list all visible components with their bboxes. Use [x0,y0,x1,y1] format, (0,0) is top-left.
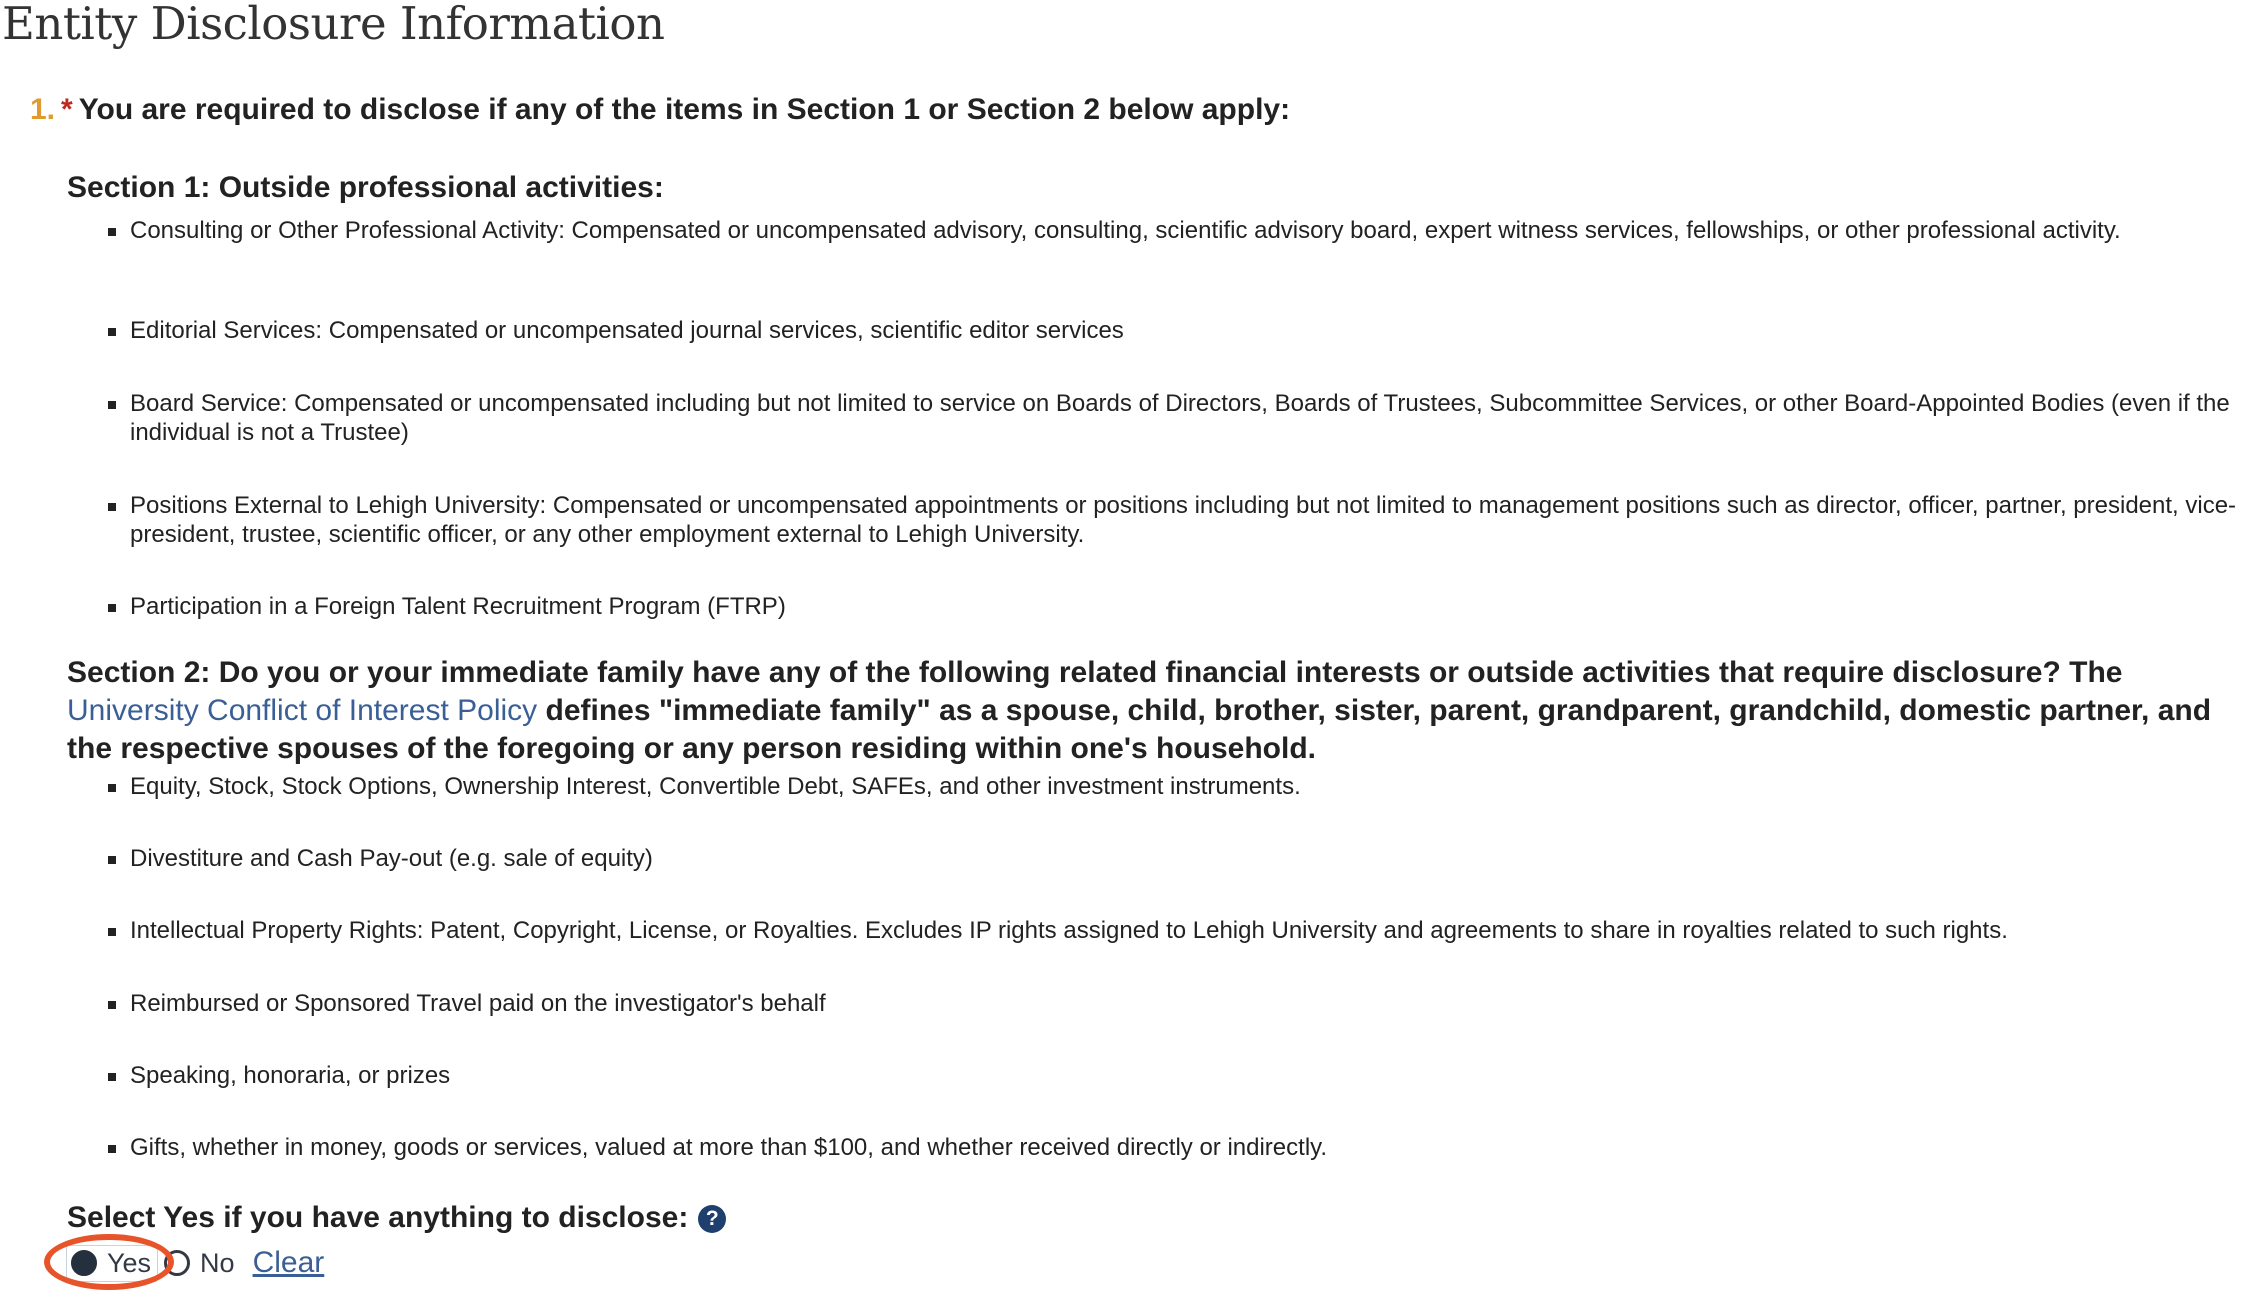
section1-item-text: Board Service: Compensated or uncompensated including but not limited to service on Boards of Directors, Boards of Trustees, Subcommittee Services, or other Board-Appointed Bodies (even if the individual is not a Trustee) [130,390,2230,446]
section1-item [108,389,2248,447]
section1-item-text: Consulting or Other Professional Activity: Compensated or uncompensated advisory, consulting, scientific advisory board, expert witness services, fellowships, or other professional activity. [130,217,2121,244]
section2-item [108,989,2248,1018]
square-bullet-icon [108,503,116,511]
section1-item [108,491,2248,549]
section1-item [108,592,2248,621]
radio-checked-icon[interactable] [71,1250,97,1276]
section1-item-text: Participation in a Foreign Talent Recruitment Program (FTRP) [130,593,786,620]
section2-item-text: Reimbursed or Sponsored Travel paid on the investigator's behalf [130,990,826,1017]
section2-heading [67,654,2247,768]
square-bullet-icon [108,328,116,336]
square-bullet-icon [108,1001,116,1009]
section2-item-text: Equity, Stock, Stock Options, Ownership Interest, Convertible Debt, SAFEs, and other investment instruments. [130,773,1301,800]
section1-item-text: Positions External to Lehigh University: Compensated or uncompensated appointments or positions including but not limited to management positions such as director, officer, partner, president, vice-president, trustee, scientific officer, or any other employment external to Lehigh University. [130,492,2237,548]
section1-heading: Section 1: Outside professional activities: [67,171,664,204]
radio-yes-label[interactable]: Yes [107,1247,152,1278]
square-bullet-icon [108,928,116,936]
question-circle-icon[interactable]: ? [698,1205,726,1233]
section2-item [108,772,2248,801]
disclose-radio-group [66,1244,324,1282]
question-text: You are required to disclose if any of the items in Section 1 or Section 2 below apply: [78,93,1291,126]
radio-no-label[interactable]: No [200,1247,235,1278]
disclose-label: Select Yes if you have anything to disclose: [67,1201,689,1234]
section2-item [108,1133,2248,1162]
square-bullet-icon [108,401,116,409]
conflict-of-interest-policy-link[interactable]: University Conflict of Interest Policy [67,694,538,727]
required-marker: * [61,93,73,126]
section2-item-text: Divestiture and Cash Pay-out (e.g. sale of equity) [130,845,653,872]
square-bullet-icon [108,856,116,864]
section1-item [108,316,2248,345]
section2-heading-text-cont: defines "immediate family" as a spouse, child, brother, sister, parent, grandparent, grandchild, domestic partner, and the respective spouses of the foregoing or any person residing within one's household. [67,694,2212,765]
section2-item [108,1061,2248,1090]
square-bullet-icon [108,604,116,612]
section2-item [108,916,2248,945]
square-bullet-icon [108,228,116,236]
square-bullet-icon [108,784,116,792]
section1-item-text: Editorial Services: Compensated or uncompensated journal services, scientific editor services [130,317,1124,344]
radio-yes[interactable] [66,1245,158,1282]
question-number: 1. [30,93,56,126]
page-title: Entity Disclosure Information [2,0,665,50]
radio-unchecked-icon[interactable] [164,1250,190,1276]
radio-no[interactable] [164,1248,235,1279]
disclose-question [67,1200,726,1236]
square-bullet-icon [108,1073,116,1081]
section1-item [108,216,2248,245]
square-bullet-icon [108,1145,116,1153]
section2-item-text: Gifts, whether in money, goods or services, valued at more than $100, and whether received directly or indirectly. [130,1134,1328,1161]
section2-heading-text: Section 2: Do you or your immediate family have any of the following related financial interests or outside activities that require disclosure? The [67,656,2123,689]
section2-item-text: Intellectual Property Rights: Patent, Copyright, License, or Royalties. Excludes IP rights assigned to Lehigh University and agreements to share in royalties related to such rights. [130,917,2008,944]
question-1 [30,92,1290,128]
section2-item-text: Speaking, honoraria, or prizes [130,1062,451,1089]
clear-selection-link[interactable]: Clear [252,1246,325,1279]
section2-item [108,844,2248,873]
